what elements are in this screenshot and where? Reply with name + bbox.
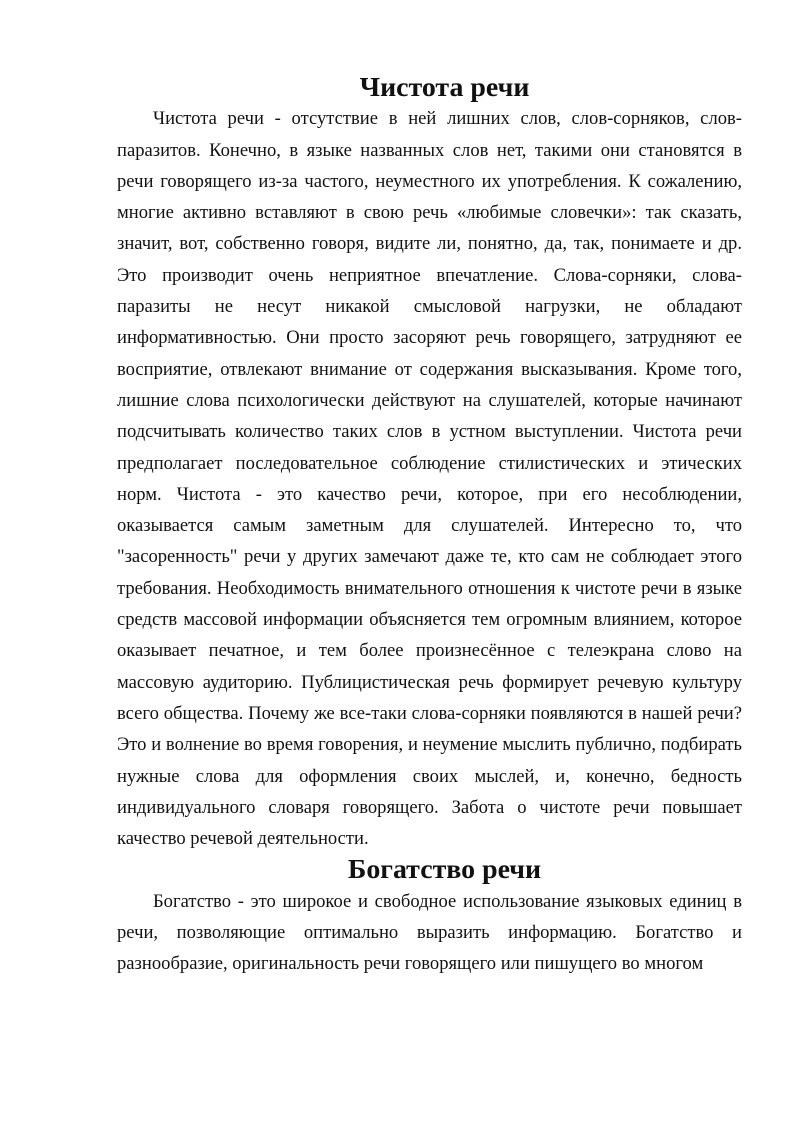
section-heading-richness: Богатство речи [347, 854, 542, 886]
document-page [117, 72, 742, 980]
section-paragraph-purity: Чистота речи - отсутствие в ней лишних слов, слов-сорняков, слов-паразитов. Конечно, в языке названных слов нет, такими они становятся в речи говорящего из-за частого, неуместного их употребления. К сожалению, многие активно вставляют в свою речь «любимые словечки»: так сказать, значит, вот, собственно говоря, видите ли, понятно, да, так, понимаете и др. Это производит очень неприятное впечатление. Слова-сорняки, слова-паразиты не несут никакой смысловой нагрузки, не обладают информативностью. Они просто засоряют речь говорящего, затрудняют ее восприятие, отвлекают внимание от содержания высказывания. Кроме того, лишние слова психологически действуют на слушателей, которые начинают подсчитывать количество таких слов в устном выступлении. Чистота речи предполагает последовательное соблюдение стилистических и этических норм. Чистота - это качество речи, которое, при его несоблюдении, оказывается самым заметным для слушателей. Интересно то, что "засоренность" речи у других замечают даже те, кто сам не соблюдает этого требования. Необходимость внимательного отношения к чистоте речи в языке средств массовой информации объясняется тем огромным влиянием, которое оказывает печатное, и тем более произнесённое с телеэкрана слово на массовую аудиторию. Публицистическая речь формирует речевую культуру всего общества. Почему же все-таки слова-сорняки появляются в нашей речи? Это и волнение во время говорения, и неумение мыслить публично, подбирать нужные слова для оформления своих мыслей, и, конечно, бедность индивидуального словаря говорящего. Забота о чистоте речи повышает качество речевой деятельности. [117, 108, 742, 850]
section-paragraph-richness: Богатство - это широкое и свободное использование языковых единиц в речи, позволяющие оптимально выразить информацию. Богатство и разнообразие, оригинальность речи говорящего или пишущего во многом [117, 890, 742, 975]
section-heading-purity: Чистота речи [359, 72, 530, 103]
